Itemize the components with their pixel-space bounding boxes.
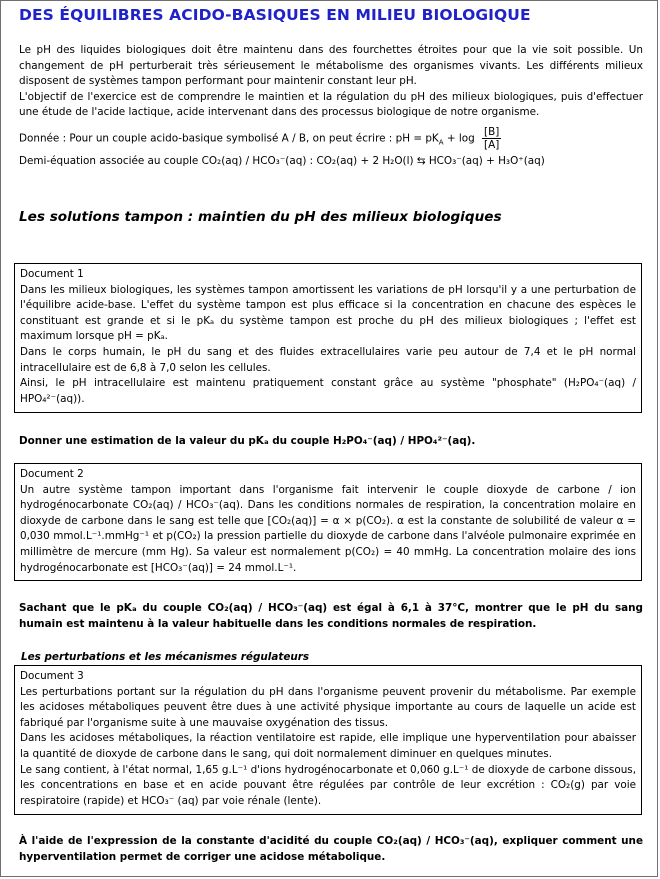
page-title: DES ÉQUILIBRES ACIDO-BASIQUES EN MILIEU BIOLOGIQUE <box>19 6 531 24</box>
document-1-paragraph-1: Dans les milieux biologiques, les systèmes tampon amortissent les variations de pH lorsqu'il y a une perturbation de l'équilibre acide-base. L'effet du système tampon est plus efficace si la concentration en chacune des espèces le constituant est grande et si le pKₐ du système tampon est proche du pH des milieux biologiques ; l'effet est maximum lorsque pH = pKₐ. <box>20 283 636 343</box>
fraction-numerator: [B] <box>484 125 500 138</box>
document-1-paragraph-2: Dans le corps humain, le pH du sang et des fluides extracellulaires varie peu autour de 7,4 et le pH normal intracellulaire est de 6,8 à 7,0 selon les cellules. <box>20 345 636 374</box>
document-2-box <box>14 463 642 581</box>
question-3: À l'aide de l'expression de la constante d'acidité du couple CO₂(aq) / HCO₃⁻(aq), expliquer comment une hyperventilation permet de corriger une acidose métabolique. <box>19 835 643 863</box>
document-3-box <box>14 665 642 815</box>
document-2-label: Document 2 <box>20 468 84 480</box>
demi-equation: Demi-équation associée au couple CO₂(aq) / HCO₃⁻(aq) : CO₂(aq) + 2 H₂O(l) ⇆ HCO₃⁻(aq) + H₃O⁺(aq) <box>19 154 545 167</box>
document-3-paragraph-1: Les perturbations portant sur la régulation du pH dans l'organisme peuvent provenir du métabolisme. Par exemple les acidoses métaboliques peuvent être dues à une activité physique importante au cours de laquelle un acide est fabriqué par l'organisme suite à une mauvaise oxygénation des tissus. <box>20 685 636 729</box>
donnee-prefix: Donnée : Pour un couple acido-basique symbolisé A / B, on peut écrire : pH = pK <box>19 132 439 144</box>
section-title-perturbations: Les perturbations et les mécanismes régulateurs <box>21 651 310 663</box>
document-3-label: Document 3 <box>20 670 84 682</box>
donnee-sub: A <box>438 138 444 147</box>
document-1-box <box>14 263 642 413</box>
section-title-buffers: Les solutions tampon : maintien du pH des milieux biologiques <box>19 209 502 225</box>
intro-paragraph-2: L'objectif de l'exercice est de comprendre le maintien et la régulation du pH des milieux biologiques, puis d'effectuer une étude de l'acide lactique, acide intervenant dans des processus biologique de notre organisme. <box>19 90 643 118</box>
document-3-paragraph-2: Dans les acidoses métaboliques, la réaction ventilatoire est rapide, elle implique une hyperventilation pour abaisser la quantité de dioxyde de carbone dans le sang, qui doit normalement diminuer en quelques minutes. <box>20 732 636 760</box>
donnee-line <box>19 126 643 151</box>
document-1-label: Document 1 <box>20 268 84 280</box>
document-2-paragraph-1: Un autre système tampon important dans l'organisme fait intervenir le couple dioxyde de carbone / ion hydrogénocarbonate CO₂(aq) / HCO₃⁻(aq). Dans les conditions normales de respiration, la concentration molaire en dioxyde de carbone dans le sang est telle que [CO₂(aq)] = α × p(CO₂). α est la constante de solubilité de valeur α = 0,030 mmol.L⁻¹.mmHg⁻¹ et p(CO₂) la pression partielle du dioxyde de carbone dans l'alvéole pulmonaire exprimée en millimètre de mercure (mm Hg). Sa valeur est normalement p(CO₂) = 40 mmHg. La concentration molaire des ions hydrogénocarbonate est [HCO₃⁻(aq)] = 24 mmol.L⁻¹. <box>20 483 636 574</box>
fraction-denominator: [A] <box>484 138 500 151</box>
intro-paragraph-1: Le pH des liquides biologiques doit être maintenu dans des fourchettes étroites pour que la vie soit possible. Un changement de pH perturberait très sérieusement le métabolisme des organismes vivants. Les différents milieux disposent de systèmes tampon performant pour maintenir constant leur pH. <box>19 44 643 87</box>
donnee-suffix: + log <box>443 132 475 144</box>
document-3-paragraph-3: Le sang contient, à l'état normal, 1,65 g.L⁻¹ d'ions hydrogénocarbonate et 0,060 g.L⁻¹ de dioxyde de carbone dissous, les concentrations en base et en acide pouvant être régulées par contrôle de leur excrétion : CO₂(g) par voie respiratoire (rapide) et HCO₃⁻ (aq) par voie rénale (lente). <box>20 763 636 807</box>
log-fraction <box>482 126 501 151</box>
question-1: Donner une estimation de la valeur du pKₐ du couple H₂PO₄⁻(aq) / HPO₄²⁻(aq). <box>19 435 476 447</box>
document-1-paragraph-3: Ainsi, le pH intracellulaire est maintenu pratiquement constant grâce au système "phosphate" (H₂PO₄⁻(aq) / HPO₄²⁻(aq)). <box>20 377 636 405</box>
intro-section <box>19 43 643 169</box>
question-2: Sachant que le pKₐ du couple CO₂(aq) / HCO₃⁻(aq) est égal à 6,1 à 37°C, montrer que le pH du sang humain est maintenu à la valeur habituelle dans les conditions normales de respiration. <box>19 602 643 630</box>
